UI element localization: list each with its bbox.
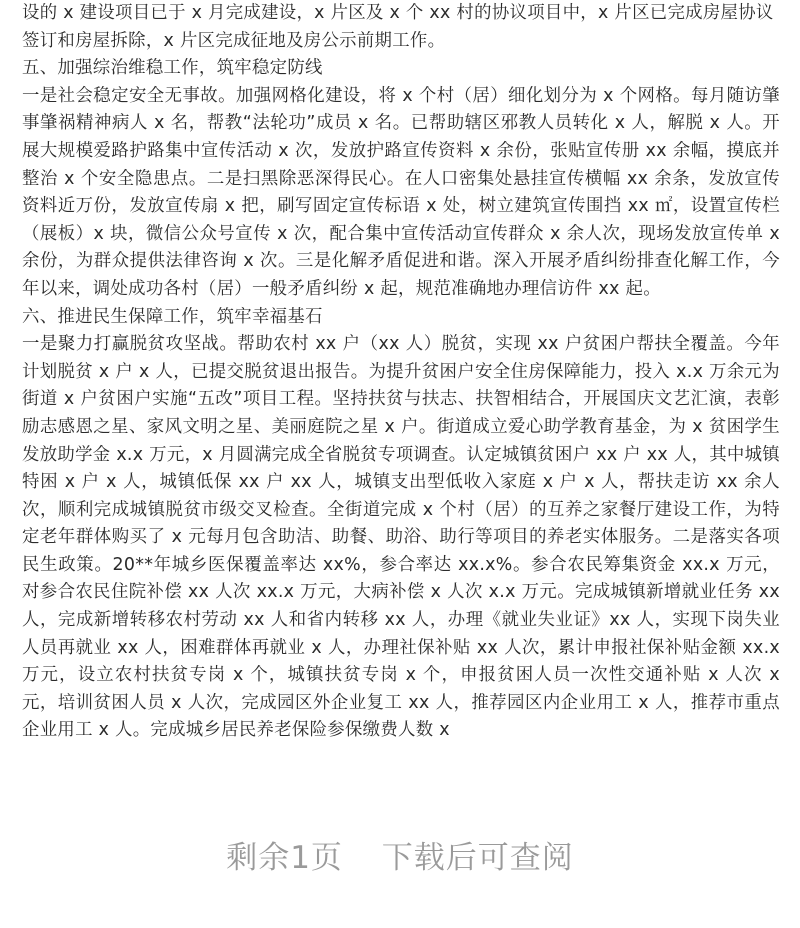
paragraph-continued: 签订和房屋拆除，x 片区完成征地及房公示前期工作。: [22, 30, 446, 51]
cut-off-line: 设的 x 建设项目已于 x 月完成建设，x 片区及 x 个 xx 村的协议项目中，x 片区已完成房屋协议: [22, 3, 774, 23]
section-body-5: 一是社会稳定安全无事故。加强网格化建设，将 x 个村（居）细化划分为 x 个网格。每月随访肇事肇祸精神病人 x 名，帮教“法轮功”成员 x 名。已帮助辖区邪教人员转化 x 人，解脱 x 人。开展大规模爱路护路集中宣传活动 x 次，发放护路宣传资料 x 余份，张贴宣传册 xx 余幅，摸底并整治 x 个安全隐患点。二是扫黑除恶深得民心。在人口密集处悬挂宣传横幅 xx 余条，发放宣传资料近万份，发放宣传扇 x 把，刷写固定宣传标语 x 处，树立建筑宣传围挡 xx ㎡，设置宣传栏（展板）x 块，微信公众号宣传 x 次，配合集中宣传活动宣传群众 x 余人次，现场发放宣传单 x 余份，为群众提供法律咨询 x 次。三是化解矛盾促进和谐。深入开展矛盾纠纷排查化解工作，今年以来，调处成功各村（居）一般矛盾纠纷 x 起，规范准确地办理信访件 xx 起。: [22, 85, 780, 299]
section-body-6: 一是聚力打赢脱贫攻坚战。帮助农村 xx 户（xx 人）脱贫，实现 xx 户贫困户帮扶全覆盖。今年计划脱贫 x 户 x 人，已提交脱贫退出报告。为提升贫困户安全住房保障能力，投入 x.x 万余元为街道 x 户贫困户实施“五改”项目工程。坚持扶贫与扶志、扶智相结合，开展国庆文艺汇演，表彰励志感恩之星、家风文明之星、美丽庭院之星 x 户。街道成立爱心助学教育基金，为 x 贫困学生发放助学金 x.x 万元，x 月圆满完成全省脱贫专项调查。认定城镇贫困户 xx 户 xx 人，其中城镇特困 x 户 x 人，城镇低保 xx 户 xx 人，城镇支出型低收入家庭 x 户 x 人，帮扶走访 xx 余人次，顺利完成城镇脱贫市级交叉检查。全街道完成 x 个村（居）的互养之家餐厅建设工作，为特定老年群体购买了 x 元每月包含助洁、助餐、助浴、助行等项目的养老实体服务。二是落实各项民生政策。20**年城乡医保覆盖率达 xx%，参合率达 xx.x%。参合农民筹集资金 xx.x 万元，对参合农民住院补偿 xx 人次 xx.x 万元，大病补偿 x 人次 x.x 万元。完成城镇新增就业任务 xx 人，完成新增转移农村劳动 xx 人和省内转移 xx 人，办理《就业失业证》xx 人，实现下岗失业人员再就业 xx 人，困难群体再就业 x 人，办理社保补贴 xx 人次，累计申报社保补贴金额 xx.x 万元，设立农村扶贫专岗 x 个，城镇扶贫专岗 x 个，申报贫困人员一次性交通补贴 x 人次 x 元，培训贫困人员 x 人次，完成园区外企业复工 xx 人，推荐园区内企业用工 x 人，推荐市重点企业用工 x 人。完成城乡居民养老保险参保缴费人数 x: [22, 334, 780, 741]
remaining-pages-label: 剩余1页: [226, 840, 343, 876]
download-prompt[interactable]: [0, 832, 800, 877]
download-hint-label: 下载后可查阅: [381, 840, 574, 876]
section-heading-5: 五、加强综治维稳工作，筑牢稳定防线: [22, 58, 323, 79]
section-heading-6: 六、推进民生保障工作，筑牢幸福基石: [22, 306, 323, 327]
document-body: [22, 0, 780, 745]
